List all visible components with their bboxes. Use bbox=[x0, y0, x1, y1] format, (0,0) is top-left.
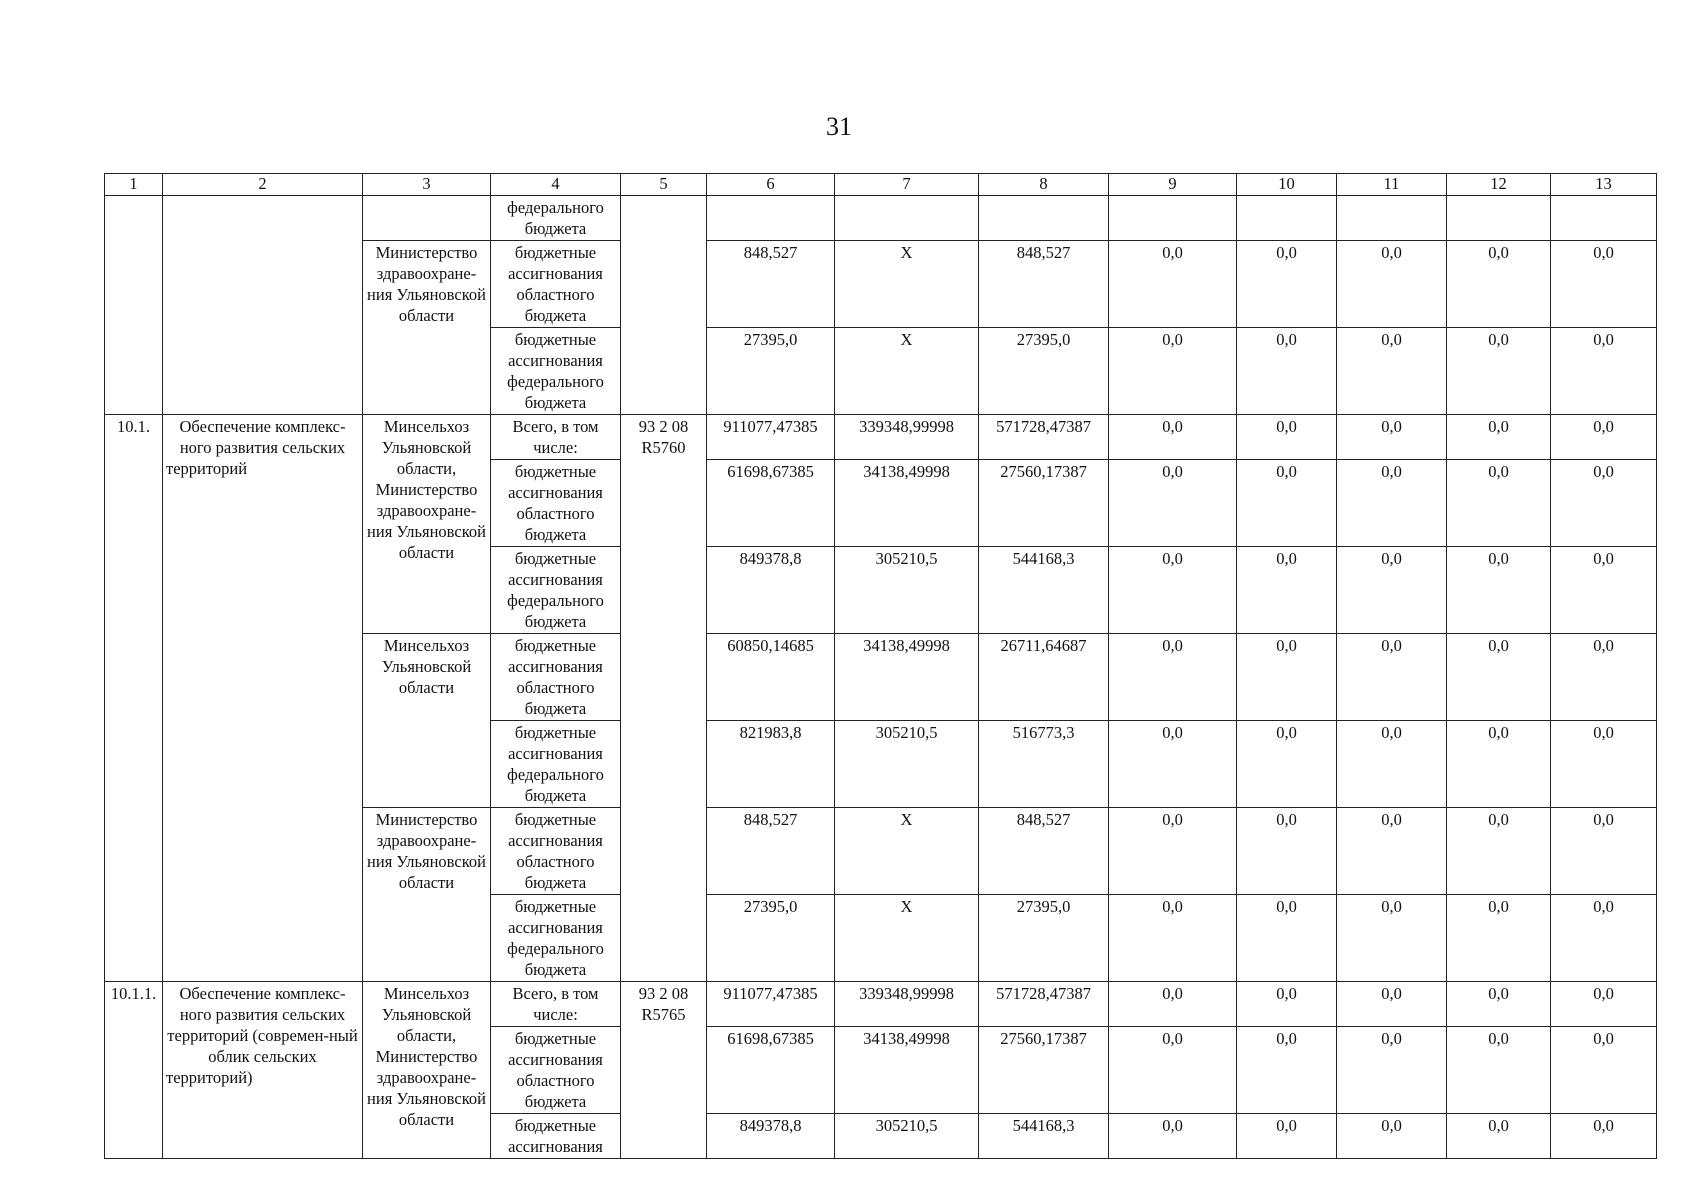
number-cell bbox=[105, 196, 163, 415]
value-cell bbox=[707, 196, 835, 241]
header-cell: 10 bbox=[1237, 174, 1337, 196]
header-cell: 7 bbox=[835, 174, 979, 196]
value-cell bbox=[1551, 196, 1657, 241]
value-cell: 0,0 bbox=[1551, 241, 1657, 328]
value-cell: 0,0 bbox=[1109, 895, 1237, 982]
value-cell: 0,0 bbox=[1337, 460, 1447, 547]
budget-source-cell: бюджетные ассигнования областного бюджета bbox=[491, 241, 621, 328]
value-cell: 0,0 bbox=[1109, 634, 1237, 721]
value-cell: 0,0 bbox=[1109, 328, 1237, 415]
value-cell: 0,0 bbox=[1109, 1027, 1237, 1114]
budget-source-cell: бюджетные ассигнования областного бюджета bbox=[491, 634, 621, 721]
value-cell: 911077,47385 bbox=[707, 415, 835, 460]
header-cell: 1 bbox=[105, 174, 163, 196]
value-cell: 0,0 bbox=[1237, 1027, 1337, 1114]
value-cell: 0,0 bbox=[1551, 895, 1657, 982]
value-cell: 339348,99998 bbox=[835, 982, 979, 1027]
value-cell bbox=[835, 196, 979, 241]
value-cell: 0,0 bbox=[1551, 1027, 1657, 1114]
value-cell: 0,0 bbox=[1447, 241, 1551, 328]
value-cell: 0,0 bbox=[1109, 547, 1237, 634]
row-number: 10.1. bbox=[105, 415, 163, 982]
value-cell: 0,0 bbox=[1447, 547, 1551, 634]
value-cell: 0,0 bbox=[1447, 460, 1551, 547]
value-cell: 0,0 bbox=[1237, 982, 1337, 1027]
value-cell: 0,0 bbox=[1237, 808, 1337, 895]
value-cell: 0,0 bbox=[1447, 982, 1551, 1027]
header-cell: 13 bbox=[1551, 174, 1657, 196]
executor-cell: Минсельхоз Ульяновской области, Министерство здравоохране-ния Ульяновской области bbox=[363, 982, 491, 1159]
value-cell: 821983,8 bbox=[707, 721, 835, 808]
value-cell: 339348,99998 bbox=[835, 415, 979, 460]
row-name: Обеспечение комплекс-ного развития сельских территорий (современ-ный облик сельских территорий) bbox=[163, 982, 363, 1159]
value-cell: 0,0 bbox=[1237, 547, 1337, 634]
value-cell: 849378,8 bbox=[707, 1114, 835, 1159]
value-cell: 0,0 bbox=[1237, 895, 1337, 982]
value-cell: 849378,8 bbox=[707, 547, 835, 634]
value-cell: X bbox=[835, 328, 979, 415]
value-cell: 27395,0 bbox=[707, 328, 835, 415]
value-cell: 61698,67385 bbox=[707, 460, 835, 547]
value-cell: 0,0 bbox=[1337, 241, 1447, 328]
header-cell: 3 bbox=[363, 174, 491, 196]
executor-cell: Минсельхоз Ульяновской области, Министерство здравоохране-ния Ульяновской области bbox=[363, 415, 491, 634]
page-number: 31 bbox=[826, 112, 852, 141]
value-cell: 27560,17387 bbox=[979, 1027, 1109, 1114]
budget-source-cell: федерального бюджета bbox=[491, 196, 621, 241]
value-cell: 0,0 bbox=[1237, 634, 1337, 721]
value-cell: 0,0 bbox=[1551, 982, 1657, 1027]
header-cell: 12 bbox=[1447, 174, 1551, 196]
value-cell: 0,0 bbox=[1551, 547, 1657, 634]
row-name: Обеспечение комплекс-ного развития сельских территорий bbox=[163, 415, 363, 982]
budget-source-cell: бюджетные ассигнования областного бюджета bbox=[491, 460, 621, 547]
value-cell: 0,0 bbox=[1551, 415, 1657, 460]
row-code: 93 2 08 R5760 bbox=[621, 415, 707, 982]
value-cell: X bbox=[835, 895, 979, 982]
table-row bbox=[105, 415, 1657, 460]
value-cell: X bbox=[835, 808, 979, 895]
value-cell: 27395,0 bbox=[707, 895, 835, 982]
header-cell: 6 bbox=[707, 174, 835, 196]
value-cell: 0,0 bbox=[1109, 460, 1237, 547]
budget-source-cell: Всего, в том числе: bbox=[491, 415, 621, 460]
value-cell: 305210,5 bbox=[835, 547, 979, 634]
budget-source-cell: бюджетные ассигнования федерального бюджета bbox=[491, 547, 621, 634]
value-cell: 0,0 bbox=[1337, 328, 1447, 415]
budget-source-cell: бюджетные ассигнования областного бюджета bbox=[491, 808, 621, 895]
executor-cell bbox=[363, 196, 491, 241]
value-cell: 0,0 bbox=[1551, 1114, 1657, 1159]
budget-source-cell: бюджетные ассигнования федерального бюджета bbox=[491, 895, 621, 982]
header-row bbox=[105, 174, 1657, 196]
value-cell: 0,0 bbox=[1337, 808, 1447, 895]
value-cell: 0,0 bbox=[1109, 721, 1237, 808]
value-cell: 848,527 bbox=[979, 808, 1109, 895]
value-cell bbox=[1109, 196, 1237, 241]
executor-cell: Министерство здравоохране-ния Ульяновской области bbox=[363, 241, 491, 415]
value-cell: 27395,0 bbox=[979, 895, 1109, 982]
value-cell: 911077,47385 bbox=[707, 982, 835, 1027]
value-cell: 34138,49998 bbox=[835, 1027, 979, 1114]
header-cell: 8 bbox=[979, 174, 1109, 196]
code-cell bbox=[621, 196, 707, 415]
value-cell: 0,0 bbox=[1337, 547, 1447, 634]
value-cell: 0,0 bbox=[1337, 415, 1447, 460]
value-cell: 0,0 bbox=[1447, 1027, 1551, 1114]
value-cell: 0,0 bbox=[1447, 634, 1551, 721]
header-cell: 9 bbox=[1109, 174, 1237, 196]
value-cell: 571728,47387 bbox=[979, 415, 1109, 460]
value-cell: 0,0 bbox=[1237, 721, 1337, 808]
header-cell: 4 bbox=[491, 174, 621, 196]
value-cell: 0,0 bbox=[1551, 328, 1657, 415]
value-cell: 848,527 bbox=[979, 241, 1109, 328]
value-cell: 34138,49998 bbox=[835, 634, 979, 721]
name-cell bbox=[163, 196, 363, 415]
value-cell: 848,527 bbox=[707, 808, 835, 895]
value-cell: 0,0 bbox=[1237, 415, 1337, 460]
value-cell: 0,0 bbox=[1109, 415, 1237, 460]
value-cell: 0,0 bbox=[1337, 982, 1447, 1027]
value-cell: 0,0 bbox=[1551, 808, 1657, 895]
value-cell: 0,0 bbox=[1337, 1114, 1447, 1159]
value-cell: 0,0 bbox=[1551, 460, 1657, 547]
value-cell: 60850,14685 bbox=[707, 634, 835, 721]
value-cell: 0,0 bbox=[1237, 460, 1337, 547]
value-cell: 0,0 bbox=[1447, 808, 1551, 895]
row-code: 93 2 08 R5765 bbox=[621, 982, 707, 1159]
budget-source-cell: бюджетные ассигнования федерального бюджета bbox=[491, 721, 621, 808]
value-cell: 26711,64687 bbox=[979, 634, 1109, 721]
header-cell: 2 bbox=[163, 174, 363, 196]
value-cell: 544168,3 bbox=[979, 1114, 1109, 1159]
value-cell: 544168,3 bbox=[979, 547, 1109, 634]
value-cell: 0,0 bbox=[1447, 1114, 1551, 1159]
value-cell: 0,0 bbox=[1109, 808, 1237, 895]
budget-table bbox=[104, 173, 1657, 1159]
value-cell: 0,0 bbox=[1447, 328, 1551, 415]
value-cell: 0,0 bbox=[1109, 1114, 1237, 1159]
table-row bbox=[105, 982, 1657, 1027]
value-cell: 27560,17387 bbox=[979, 460, 1109, 547]
value-cell: 848,527 bbox=[707, 241, 835, 328]
value-cell: 34138,49998 bbox=[835, 460, 979, 547]
budget-source-cell: бюджетные ассигнования областного бюджета bbox=[491, 1027, 621, 1114]
value-cell: 0,0 bbox=[1447, 415, 1551, 460]
budget-source-cell: бюджетные ассигнования bbox=[491, 1114, 621, 1159]
value-cell bbox=[1447, 196, 1551, 241]
value-cell: 0,0 bbox=[1337, 1027, 1447, 1114]
value-cell: 0,0 bbox=[1237, 241, 1337, 328]
value-cell: 61698,67385 bbox=[707, 1027, 835, 1114]
value-cell: 0,0 bbox=[1237, 1114, 1337, 1159]
value-cell: 0,0 bbox=[1551, 634, 1657, 721]
value-cell: 27395,0 bbox=[979, 328, 1109, 415]
value-cell: 0,0 bbox=[1109, 982, 1237, 1027]
value-cell: 0,0 bbox=[1337, 721, 1447, 808]
value-cell: 0,0 bbox=[1447, 895, 1551, 982]
table-row bbox=[105, 196, 1657, 241]
executor-cell: Министерство здравоохране-ния Ульяновской области bbox=[363, 808, 491, 982]
budget-source-cell: бюджетные ассигнования федерального бюджета bbox=[491, 328, 621, 415]
value-cell: 305210,5 bbox=[835, 1114, 979, 1159]
value-cell: 516773,3 bbox=[979, 721, 1109, 808]
value-cell bbox=[1237, 196, 1337, 241]
header-cell: 11 bbox=[1337, 174, 1447, 196]
executor-cell: Минсельхоз Ульяновской области bbox=[363, 634, 491, 808]
value-cell: 0,0 bbox=[1337, 634, 1447, 721]
header-cell: 5 bbox=[621, 174, 707, 196]
value-cell: 0,0 bbox=[1237, 328, 1337, 415]
value-cell: X bbox=[835, 241, 979, 328]
value-cell: 305210,5 bbox=[835, 721, 979, 808]
value-cell: 0,0 bbox=[1109, 241, 1237, 328]
value-cell: 571728,47387 bbox=[979, 982, 1109, 1027]
value-cell: 0,0 bbox=[1337, 895, 1447, 982]
budget-source-cell: Всего, в том числе: bbox=[491, 982, 621, 1027]
row-number: 10.1.1. bbox=[105, 982, 163, 1159]
value-cell: 0,0 bbox=[1447, 721, 1551, 808]
value-cell bbox=[1337, 196, 1447, 241]
value-cell bbox=[979, 196, 1109, 241]
value-cell: 0,0 bbox=[1551, 721, 1657, 808]
